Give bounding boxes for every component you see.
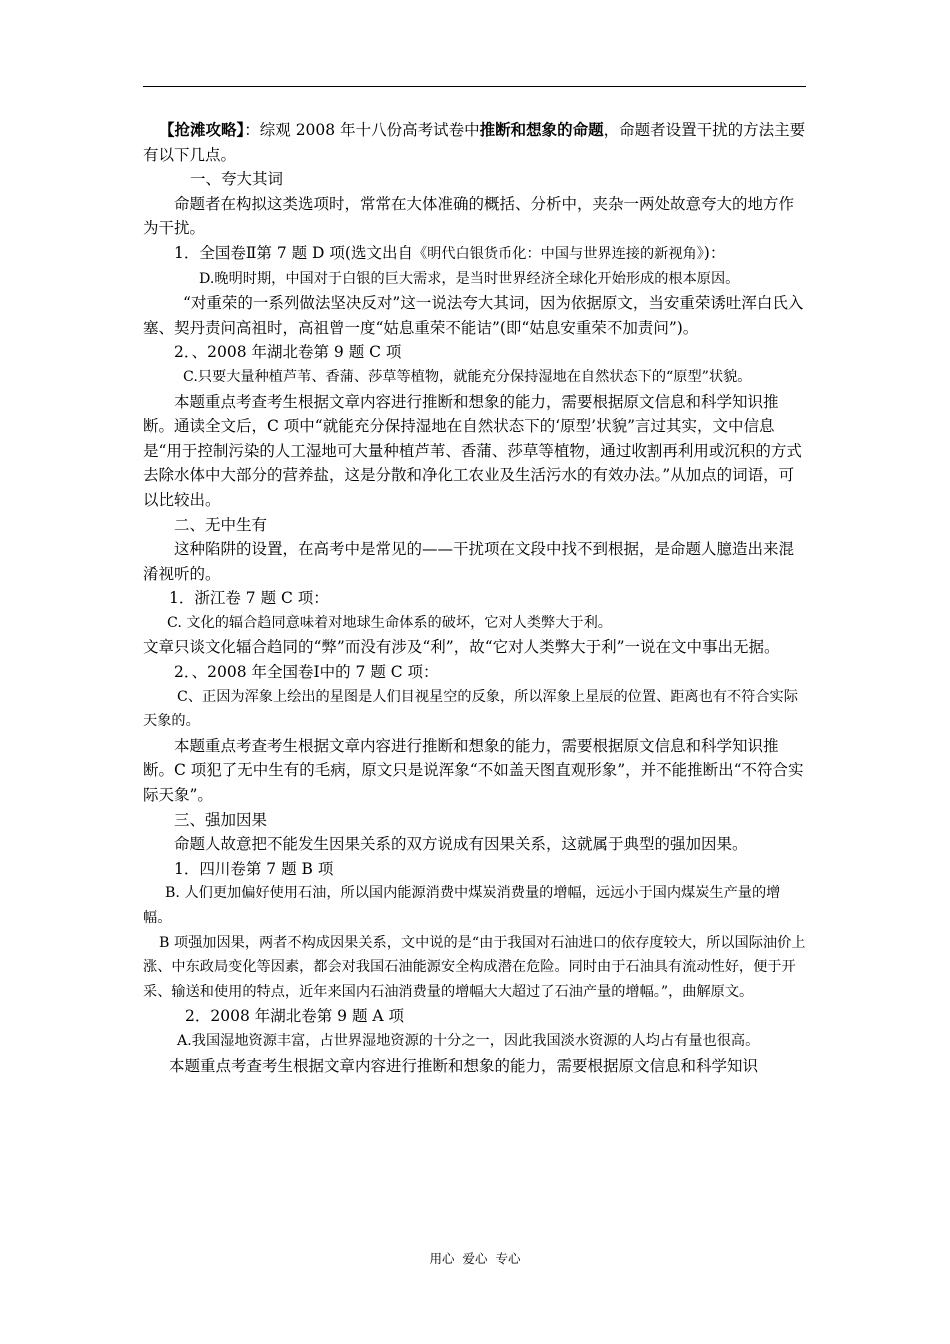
example-option: C.只要大量种植芦苇、香蒲、莎草等植物，就能充分保持湿地在自然状态下的“原型”状貌。 [183,368,752,385]
example-title: 1．浙江卷 7 题 C 项： [169,589,329,608]
example-title: 2．2008 年湖北卷第 9 题 A 项 [185,1007,404,1026]
example-analysis: “对重荣的一系列做法坚决反对”这一说法夸大其词，因为依据原文，当安重荣诱吐浑白氏入塞、契丹责问高祖时，高祖曾一度“姑息重荣不能诘”(即“姑息安重荣不加责问”)。 [143,294,804,337]
example-analysis: B 项强加因果，两者不构成因果关系，文中说的是“由于我国对石油进口的依存度较大，所以国际油价上涨、中东政局变化等因素，都会对我国石油能源安全构成潜在危险。同时由于石油具有流动性好，便于开采、输送和使用的特点，近年来国内石油消费量的增幅大大超过了石油产量的增幅。”，曲解原文。 [143,934,806,1000]
example-analysis: 本题重点考查考生根据文章内容进行推断和想象的能力，需要根据原文信息和科学知识推断。C 项犯了无中生有的毛病，原文只是说浑象“不如盖天图直观形象”，并不能推断出“不符合实际天象”。 [143,736,804,805]
example-analysis: 文章只谈文化辐合趋同的“弊”而没有涉及“利”，故“它对人类弊大于利”一说在文中事出无据。 [143,638,780,657]
intro-paragraph: 【抢滩攻略】：综观 2008 年十八份高考试卷中推断和想象的命题，命题者设置干扰的方法主要有以下几点。 [143,120,806,164]
header-rule [143,86,806,87]
page-footer: 用心 爱心 专心 [429,1251,521,1266]
example-title: 2．、2008 年湖北卷第 9 题 C 项 [174,343,402,362]
intro-label: 【抢滩攻略】 [159,120,245,139]
section-desc-1: 命题者在构拟这类选项时，常常在大体准确的概括、分析中，夹杂一两处故意夸大的地方作为干扰。 [143,194,795,238]
example-option: C. 文化的辐合趋同意味着对地球生命体系的破坏，它对人类弊大于利。 [167,614,612,631]
example-title: 1．全国卷Ⅱ第 7 题 D 项(选文出自《明代白银货币化：中国与世界连接的新视角》)： [174,243,726,262]
example-option: C、正因为浑象上绘出的星图是人们目视星空的反象，所以浑象上星辰的位置、距离也有不符合实际天象的。 [143,688,798,730]
document-body [143,118,808,1078]
section-desc-2: 这种陷阱的设置，在高考中是常见的——干扰项在文段中找不到根据，是命题人臆造出来混淆视听的。 [143,540,795,583]
example-title: 1．四川卷第 7 题 B 项 [174,859,334,878]
example-option: D.晚明时期，中国对于白银的巨大需求，是当时世界经济全球化开始形成的根本原因。 [199,270,740,287]
example-option: A.我国湿地资源丰富，占世界湿地资源的十分之一，因此我国淡水资源的人均占有量也很高。 [177,1032,760,1049]
example-analysis: 本题重点考查考生根据文章内容进行推断和想象的能力，需要根据原文信息和科学知识 [169,1056,759,1075]
section-heading-2: 二、无中生有 [174,515,268,534]
example-analysis: 本题重点考查考生根据文章内容进行推断和想象的能力，需要根据原文信息和科学知识推断。通读全文后，C 项中“就能充分保持湿地在自然状态下的‘原型’状貌”言过其实，文中信息是“用于控制污染的人工湿地可大量种植芦苇、香蒲、莎草等植物，通过收割再利用或沉积的方式去除水体中大部分的营养盐，这是分散和净化工农业及生活污水的有效办法。”从加点的词语，可以比较出。 [143,392,802,509]
example-title: 2．、2008 年全国卷Ⅰ中的 7 题 C 项： [174,663,439,682]
section-heading-1: 一、夸大其词 [190,170,284,189]
intro-bold: 推断和想象的命题 [479,120,604,139]
section-heading-3: 三、强加因果 [174,810,268,829]
section-desc-3: 命题人故意把不能发生因果关系的双方说成有因果关系，这就属于典型的强加因果。 [174,835,748,854]
example-option: B. 人们更加偏好使用石油，所以国内能源消费中煤炭消费量的增幅，远远小于国内煤炭生产量的增幅。 [143,885,781,926]
